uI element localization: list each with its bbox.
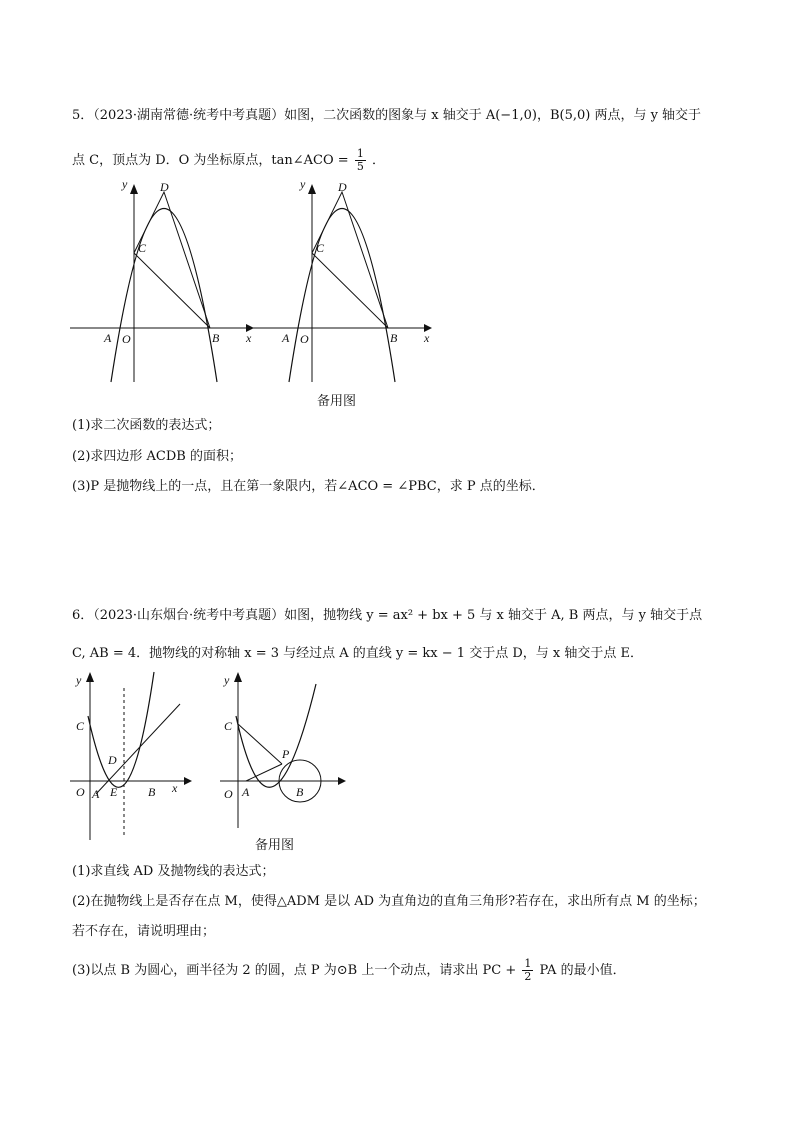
problem6-statement-line2: C, AB = 4．抛物线的对称轴 x = 3 与经过点 A 的直线 y = kx − 1 交于点 D，与 x 轴交于点 E．: [72, 646, 643, 661]
label-P: P: [282, 747, 290, 761]
problem6-question3: [72, 958, 626, 983]
label-O: O: [122, 332, 131, 346]
tan-fraction: [355, 148, 366, 173]
fraction-numerator: 1: [356, 147, 364, 160]
problem5-line2-end: ．: [371, 153, 385, 168]
label-C: C: [76, 719, 85, 733]
label-C: C: [138, 241, 147, 255]
problem6-question1: (1)求直线 AD 及抛物线的表达式；: [72, 864, 275, 879]
label-x: x: [246, 331, 252, 345]
problem5-question3: (3)P 是抛物线上的一点，且在第一象限内，若∠ACO = ∠PBC，求 P 点的坐标．: [72, 479, 545, 494]
label-D: D: [108, 753, 117, 767]
problem5-figure-backup: [244, 172, 444, 396]
problem6-question2-line2: 若不存在，请说明理由；: [72, 924, 216, 939]
problem5-caption: 备用图: [317, 394, 357, 409]
label-y: y: [76, 673, 82, 687]
problem6-q3-end: PA 的最小值．: [539, 963, 626, 978]
half-fraction: [522, 958, 533, 983]
label-B: B: [296, 785, 304, 799]
problem5-figure-main: [66, 172, 266, 396]
problem5-question1: (1)求二次函数的表达式；: [72, 418, 221, 433]
label-O: O: [76, 785, 85, 799]
problem6-figure-main: [68, 668, 198, 852]
label-A: A: [92, 787, 100, 801]
fraction-numerator: 1: [524, 957, 532, 970]
label-C: C: [224, 719, 233, 733]
label-D: D: [160, 180, 169, 194]
label-E: E: [110, 785, 118, 799]
problem5-statement-line2: [72, 148, 385, 173]
label-A: A: [242, 785, 250, 799]
fraction-denominator: 2: [524, 970, 532, 983]
label-y: y: [300, 177, 306, 191]
problem5-question2: (2)求四边形 ACDB 的面积；: [72, 449, 242, 464]
fraction-denominator: 5: [356, 160, 364, 173]
label-y: y: [224, 673, 230, 687]
label-B: B: [148, 785, 156, 799]
label-O: O: [300, 332, 309, 346]
label-B: B: [212, 331, 220, 345]
problem6-figure-backup: [216, 668, 356, 842]
label-C: C: [316, 241, 325, 255]
label-O: O: [224, 787, 233, 801]
label-D: D: [338, 180, 347, 194]
label-x: x: [172, 781, 178, 795]
problem5-line2-text: 点 C，顶点为 D．O 为坐标原点，tan∠ACO =: [72, 153, 349, 168]
label-A: A: [282, 331, 290, 345]
problem6-statement-line1: 6．（2023·山东烟台·统考中考真题）如图，抛物线 y = ax² + bx + 5 与 x 轴交于 A, B 两点，与 y 轴交于点: [72, 608, 703, 623]
problem5-statement-line1: 5．（2023·湖南常德·统考中考真题）如图，二次函数的图象与 x 轴交于 A(−1,0)，B(5,0) 两点，与 y 轴交于: [72, 108, 702, 123]
label-y: y: [122, 177, 128, 191]
label-B: B: [390, 331, 398, 345]
label-A: A: [104, 331, 112, 345]
label-x: x: [424, 331, 430, 345]
problem6-question2-line1: (2)在抛物线上是否存在点 M，使得△ADM 是以 AD 为直角边的直角三角形?若存在，求出所有点 M 的坐标；: [72, 894, 706, 909]
problem6-caption: 备用图: [255, 838, 295, 853]
problem6-q3-text: (3)以点 B 为圆心，画半径为 2 的圆，点 P 为⊙B 上一个动点，请求出 PC +: [72, 963, 517, 978]
